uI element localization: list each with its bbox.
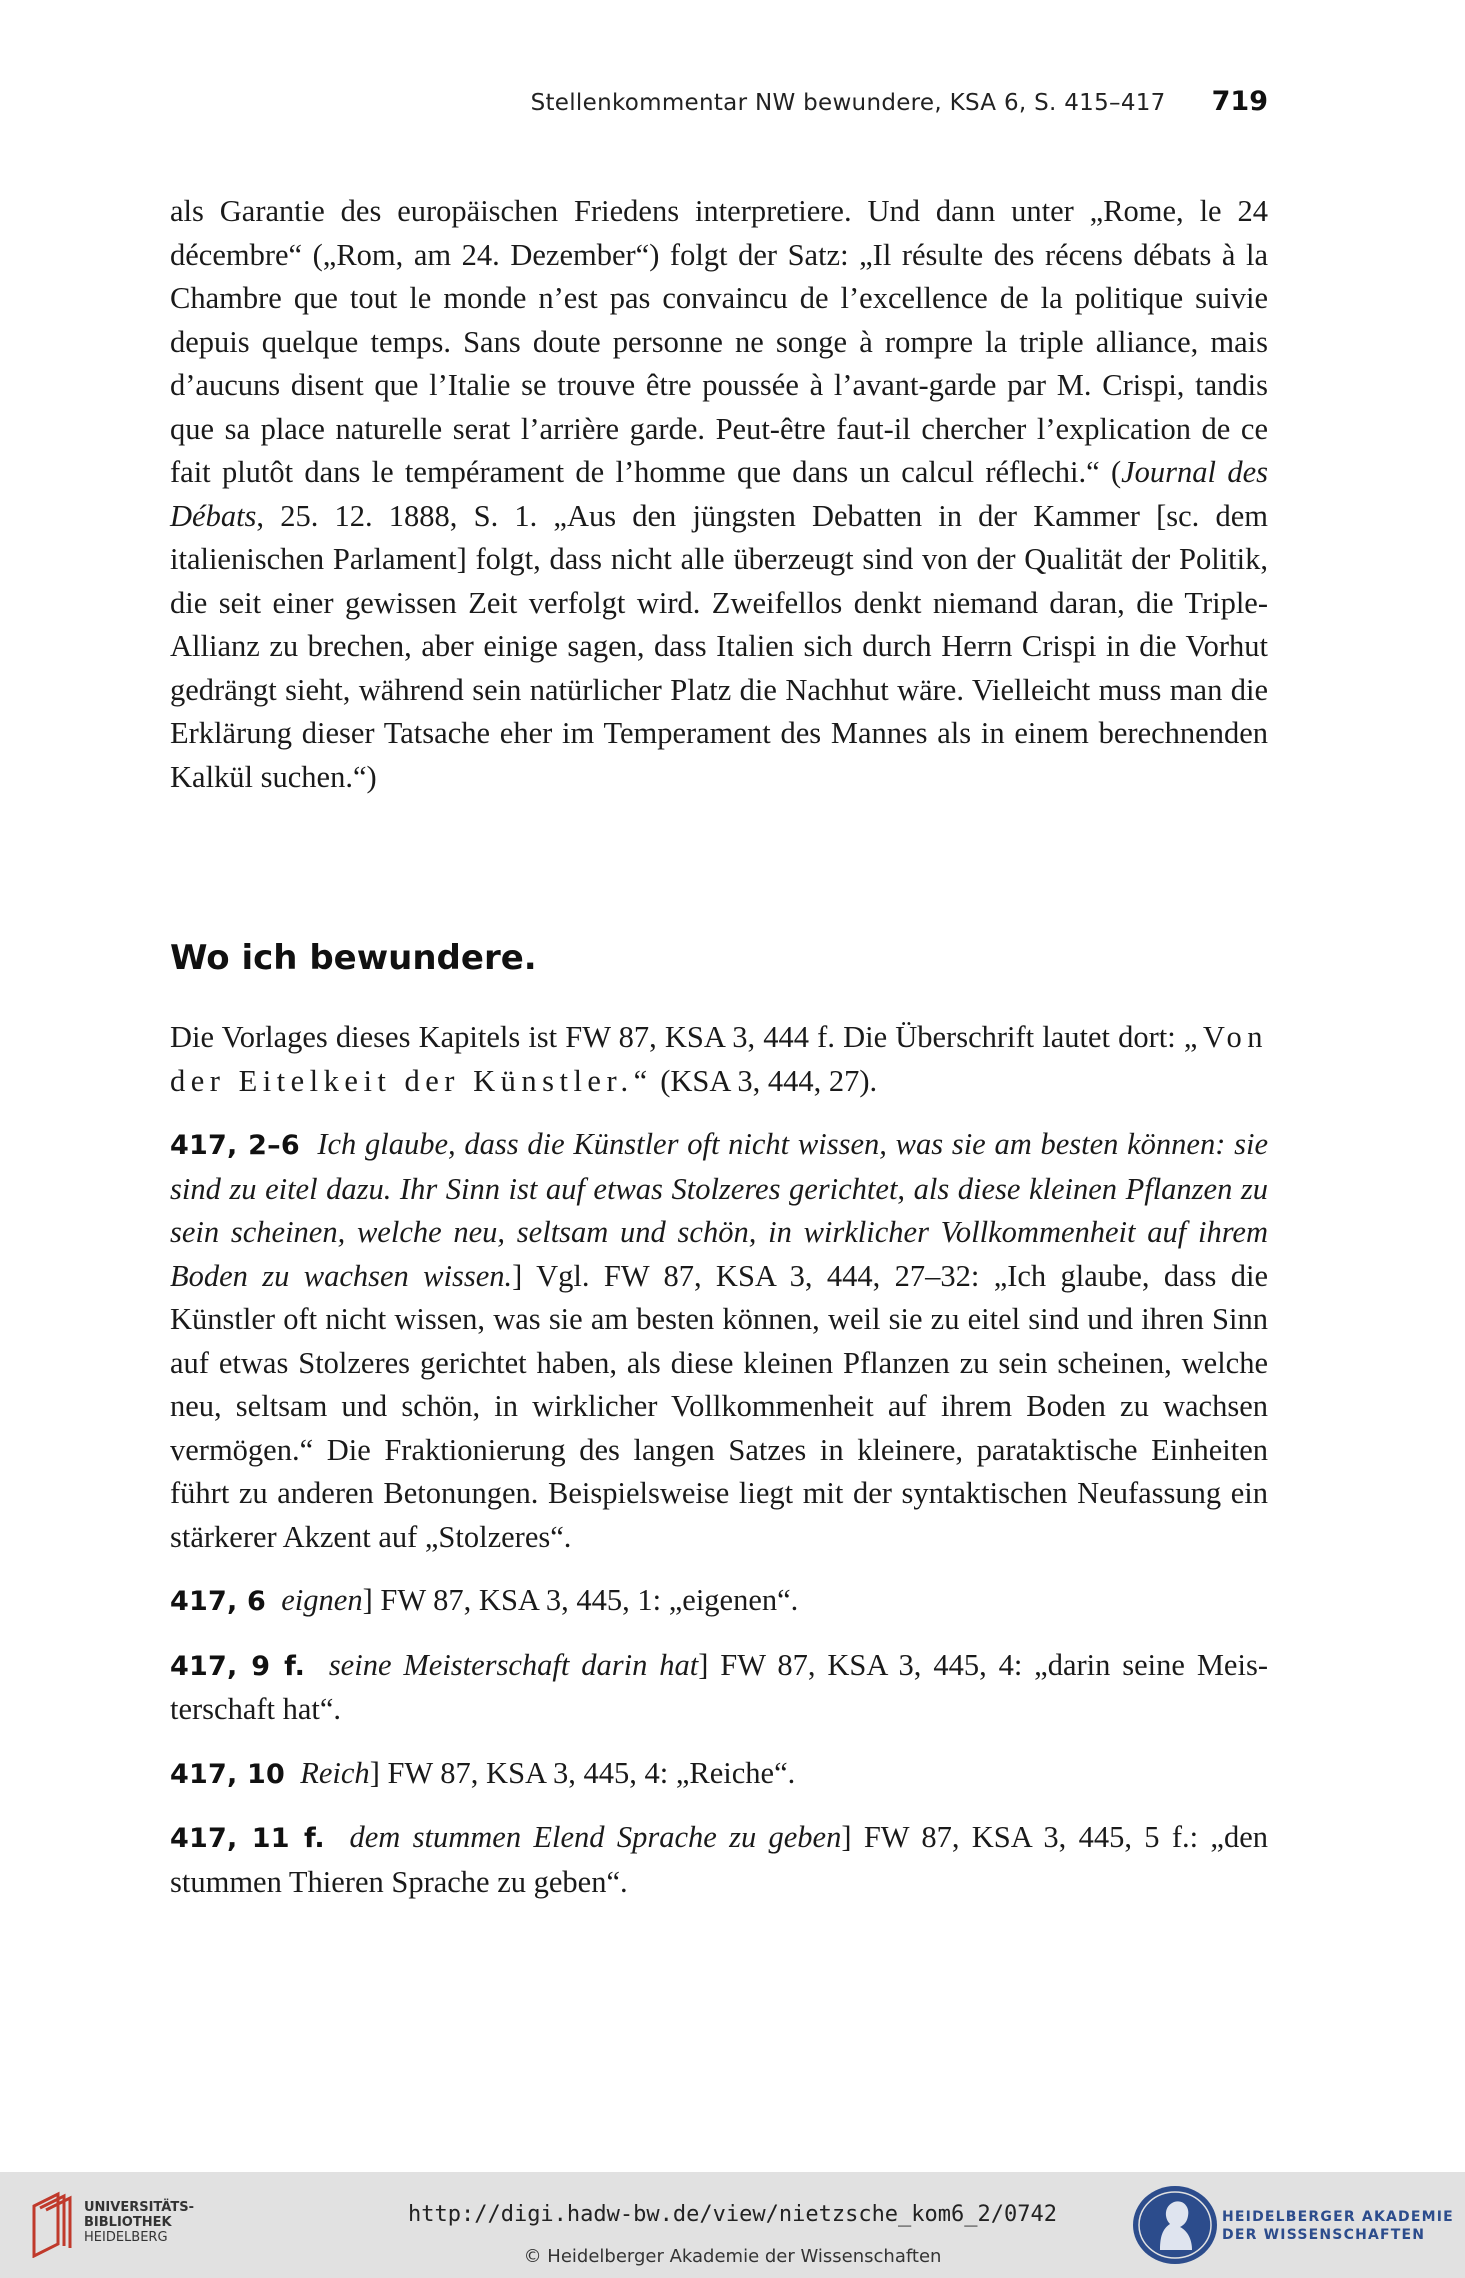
academy-name-line: DER WISSENSCHAFTEN (1222, 2227, 1426, 2243)
note-lemma: dem stummen Elend Sprache zu geben (349, 1820, 842, 1854)
intro-text: Die Vorlages dieses Kapitels ist FW 87, KSA 3, 444 f. Die Überschrift lautet dort: (170, 1020, 1184, 1054)
note-entry (170, 1644, 1268, 1732)
library-name-line: HEIDELBERG (84, 2230, 168, 2245)
copyright-notice: © Heidelberger Akademie der Wissenschaften (523, 2246, 942, 2267)
academy-name (1222, 2208, 1454, 2244)
library-name-line: UNIVERSITÄTS- (84, 2200, 194, 2215)
note-reference: 417, 10 (170, 1758, 285, 1790)
section-heading: Wo ich bewundere. (170, 938, 537, 978)
note-text: ] FW 87, KSA 3, 445, 4: „darin seine Meisterschaft hat“. (170, 1647, 1268, 1726)
portrait-medallion-icon (1130, 2184, 1220, 2266)
digitization-footer (0, 2172, 1465, 2278)
note-entry (170, 1579, 1268, 1624)
page-number: 719 (1211, 86, 1268, 117)
note-lemma: seine Meisterschaft darin hat (328, 1647, 699, 1682)
running-head-title: Stellenkommentar NW bewundere, KSA 6, S. 415–417 (530, 90, 1166, 116)
note-lemma: Ich glaube, dass die Künstler oft nicht wissen, was sie am besten können: sie sind zu eitel dazu. Ihr Sinn ist auf etwas Stolzeres gerichtet, als diese kleinen Pflanzen zu sein scheinen, welche neu, seltsam und schön, in wirklicher Vollkommenheit auf ihrem Boden zu wachsen wissen. (170, 1127, 1269, 1293)
source-url-link[interactable]: http://digi.hadw-bw.de/view/nietzsche_kom6_2/0742 (407, 2202, 1057, 2227)
running-head (170, 86, 1268, 126)
commentary-notes (170, 1016, 1268, 1924)
intro-spaced-title: „Von der Eitelkeit der Künstler.“ (170, 1020, 1268, 1098)
note-reference: 417, 11 f. (170, 1823, 325, 1854)
note-lemma: Reich (300, 1755, 370, 1790)
note-text: ] FW 87, KSA 3, 445, 1: „eigenen“. (362, 1583, 799, 1617)
intro-text-end: (KSA 3, 444, 27). (652, 1063, 878, 1098)
note-text: ] Vgl. FW 87, KSA 3, 444, 27–32: „Ich glaube, dass die Künstler oft nicht wissen, was sie am besten können, weil sie zu eitel sind und ihren Sinn auf etwas Stolzeres gerichtet haben, als diese kleinen Pflanzen zu sein scheinen, welche neu, seltsam und schön, in wirklicher Vollkommenheit auf ihrem Boden zu wachsen vermögen.“ Die Fraktionierung des langen Satzes in kleinere, parataktische Einheiten führt zu anderen Betonungen. Beispielsweise liegt mit der syntaktischen Neufassung ein stärkerer Akzent auf „Stolzeres“. (170, 1258, 1268, 1554)
note-lemma: eignen (281, 1583, 363, 1617)
note-text: ] FW 87, KSA 3, 445, 5 f.: „den stummen Thieren Sprache zu geben“. (170, 1820, 1268, 1899)
note-entry (170, 1752, 1268, 1797)
note-text: ] FW 87, KSA 3, 445, 4: „Reiche“. (369, 1755, 796, 1790)
commentary-paragraph (170, 190, 1268, 799)
journal-title: Journal des Débats (170, 455, 1268, 533)
academy-name-line: HEIDELBERGER AKADEMIE (1222, 2209, 1454, 2225)
paragraph-text: als Garantie des europäischen Friedens interpretiere. Und dann unter „Rome, le 24 décembre“ („Rom, am 24. Dezember“) folgt der Satz: „Il résulte des récens débats à la Chambre que tout le monde n’est pas convaincu de l’excellence de la politique suivie depuis quelque temps. Sans doute personne ne songe à rompre la triple alliance, mais d’aucuns disent que l’Italie se trouve être poussée à l’avant-garde par M. Crispi, tandis que sa place naturelle serat l’arrière garde. Peut-être faut-il chercher l’explication de ce fait plutôt dans le tempérament de l’homme que dans un calcul réflechi.“ ( (170, 194, 1268, 489)
paragraph-text-continued: , 25. 12. 1888, S. 1. „Aus den jüngsten Debatten in der Kammer [sc. dem italienischen Parlament] folgt, dass nicht alle überzeugt sind von der Qualität der Politik, die seit einer gewissen Zeit verfolgt wird. Zweifellos denkt niemand daran, die Triple-Allianz zu brechen, aber einige sagen, dass Italien sich durch Herrn Crispi in die Vorhut gedrängt sieht, während sein natürlicher Platz die Nachhut wäre. Vielleicht muss man die Erklärung dieser Tatsache eher im Temperament des Mannes als in einem berechnenden Kalkül suchen.“) (170, 498, 1268, 794)
note-reference: 417, 6 (170, 1586, 267, 1617)
library-name-line: BIBLIOTHEK (84, 2215, 172, 2230)
note-reference: 417, 9 f. (170, 1650, 306, 1682)
note-entry (170, 1816, 1268, 1904)
main-paragraph (170, 190, 1268, 799)
section-intro (170, 1016, 1268, 1103)
note-entry (170, 1123, 1268, 1559)
note-reference: 417, 2–6 (170, 1130, 300, 1161)
